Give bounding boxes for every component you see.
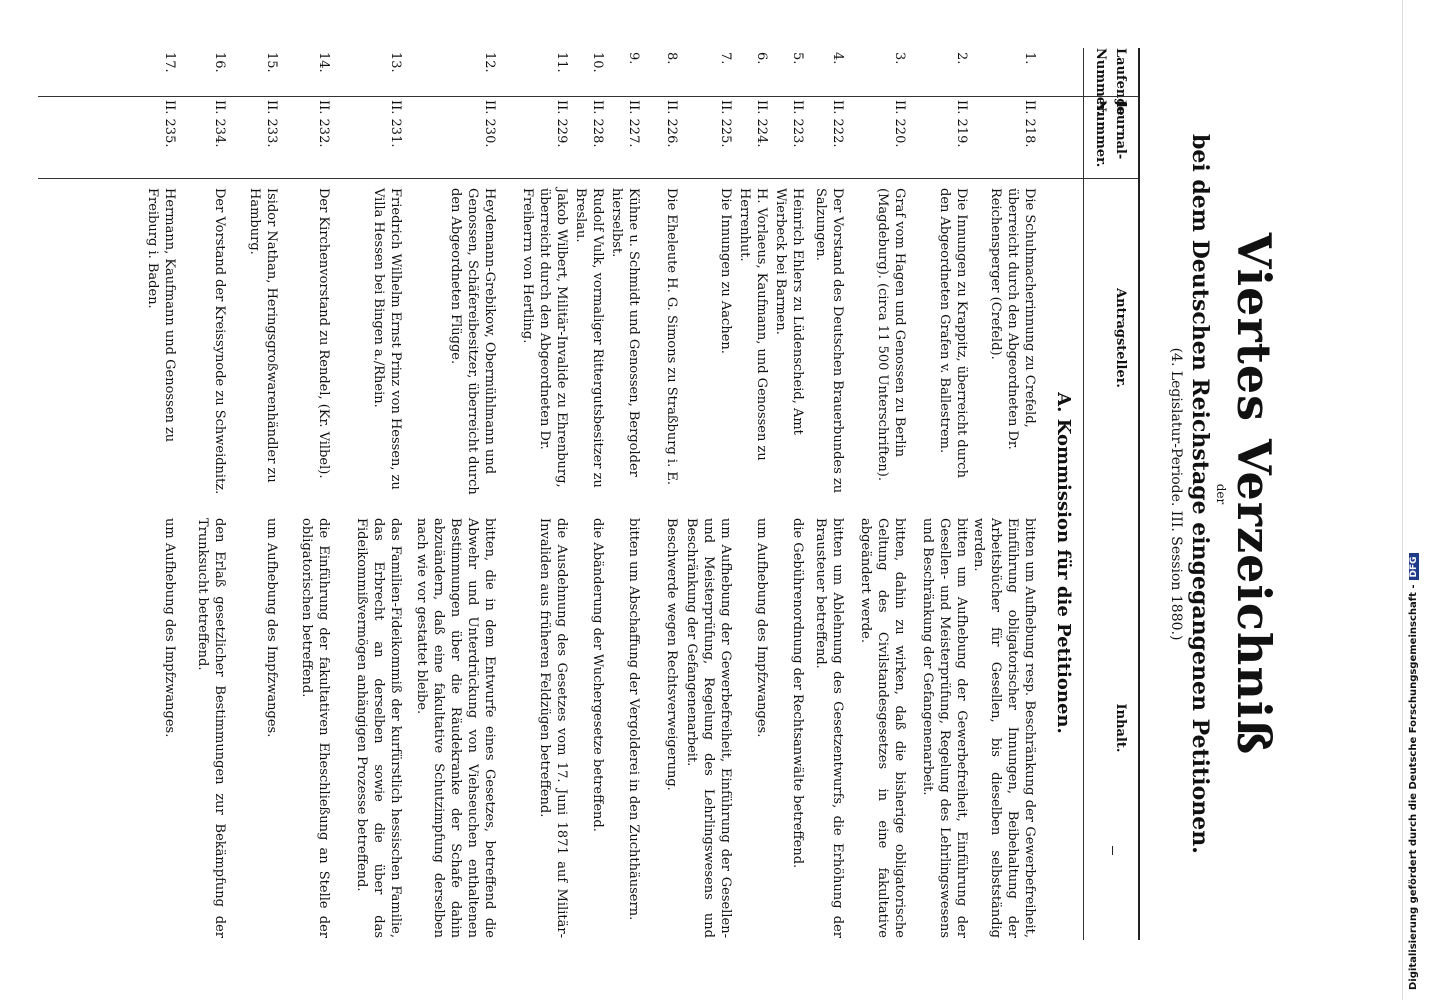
- petitioner: Der Vorstand der Kreissynode zu Schweidnitz.: [212, 188, 227, 495]
- petitioner: Hermann, Kaufmann und Genossen zu Freiburg i. Baden.: [145, 188, 177, 443]
- title-block: [1166, 42, 1280, 946]
- petitioner: Jakob Wilbert, Militär-Invalide zu Ehrenburg, überreicht durch den Abgeordneten Dr. Freiherrn von Hertling.: [520, 188, 569, 488]
- petitioner: Die Schuhmacherinnung zu Crefeld, überreicht durch den Abgeordneten Dr. Reichensperger (Crefeld).: [988, 188, 1037, 450]
- petition-content: bitten, dahin zu wirken, daß die bisherige obligatorische Geltung des Civilstandesgesetzes in eine fakultative abgeändert werde.: [858, 518, 907, 938]
- row-number: 3.: [892, 52, 907, 65]
- journal-number: II. 230.: [482, 100, 497, 148]
- petition-content: bitten, die in dem Entwurfe eines Gesetzes, betreffend die Abwehr und Unterdrückung von Viehseuchen enthaltenen Bestimmungen über die Räudekranke der Schafe dahin abzuändern, daß eine fakultative Schutzimpfung derselben nach wie vor gestattet bleibe.: [414, 518, 497, 938]
- petitioner: Die Innungen zu Krappitz, überreicht durch den Abgeordneten Grafen v. Ballestrem.: [937, 188, 969, 478]
- header-antragsteller: Antragsteller.: [1113, 288, 1128, 388]
- row-number: 1.: [1022, 52, 1037, 65]
- column-divider: [38, 96, 1138, 97]
- title-der: der: [1214, 483, 1228, 505]
- scan-edge: [1402, 0, 1403, 1000]
- petitioner: Friedrich Wilhelm Ernst Prinz von Hessen, zu Villa Hessen bei Bingen a./Rhein.: [371, 188, 403, 490]
- row-number: 14.: [316, 52, 331, 73]
- petition-content: bitten um Abschaffung der Vergolderei in den Zuchthäusern.: [626, 518, 641, 921]
- petitioner: Der Kirchenvorstand zu Rendel, (Kr. Vilbel).: [316, 188, 331, 479]
- header-laufende-nummer: Laufende Nummer.: [1093, 48, 1128, 116]
- petitioner: Isidor Nathan, Heringsgroßwarenhändler zu Hamburg.: [247, 188, 279, 483]
- petitioner: Kühne u. Schmidt und Genossen, Bergolder hierselbst.: [609, 188, 641, 477]
- journal-number: II. 225.: [718, 100, 733, 148]
- petition-content: den Erlaß gesetzlicher Bestimmungen zur Bekämpfung der Trunksucht betreffend.: [195, 518, 227, 938]
- row-number: 15.: [264, 52, 279, 73]
- petitioner: Der Vorstand des Deutschen Brauerbundes zu Salzungen.: [813, 188, 845, 494]
- journal-number: II. 227.: [626, 100, 641, 148]
- row-number: 5.: [790, 52, 805, 65]
- document-title: Viertes Verzeichniß: [1227, 232, 1281, 756]
- petition-content: um Aufhebung des Impfzwanges.: [754, 518, 769, 738]
- row-number: 11.: [554, 52, 569, 73]
- row-number: 8.: [664, 52, 679, 65]
- petition-table: [38, 48, 1140, 940]
- petitioner: Die Eheleute H. G. Simons zu Straßburg i. E.: [664, 188, 679, 485]
- journal-number: II. 222.: [830, 100, 845, 148]
- header-journal-nummer: Journal-Nummer.: [1093, 100, 1128, 168]
- petition-content: die Gebührenordnung der Rechtsanwälte betreffend.: [790, 518, 805, 869]
- row-number: 17.: [162, 52, 177, 73]
- journal-number: II. 226.: [664, 100, 679, 148]
- session-info: (4. Legislatur-Periode. III. Session 1880.): [1168, 347, 1184, 641]
- petition-content: das Familien-Fideikommiß der kurfürstlich hessischen Familie, das Erbrecht an derselben sowie die über das Fideikommißvermögen anhängigen Prozesse betreffend.: [354, 518, 403, 938]
- journal-number: II. 220.: [892, 100, 907, 148]
- section-title: A. Kommission für die Petitionen.: [1053, 392, 1074, 734]
- row-number: 2.: [954, 52, 969, 65]
- petitioner: Heinrich Ehlers zu Lüdenscheid, Amt Wierbeck bei Barmen.: [773, 188, 805, 435]
- petition-content: die Abänderung der Wuchergesetze betreffend.: [590, 518, 605, 832]
- petitioner: Graf vom Hagen und Genossen zu Berlin (Magdeburg). (circa 11 500 Unterschriften).: [875, 188, 907, 482]
- journal-number: II. 233.: [264, 100, 279, 148]
- rotated-document-page: [32, 42, 1288, 946]
- petition-content: um Aufhebung des Impfzwanges.: [162, 518, 177, 738]
- petition-content: um Aufhebung des Impfzwanges.: [264, 518, 279, 738]
- row-number: 9.: [626, 52, 641, 65]
- petition-content: Beschwerde wegen Rechtsverweigerung.: [664, 518, 679, 791]
- petition-content: die Einführung der fakultativen Eheschließung an Stelle der obligatorischen betreffend.: [299, 518, 331, 938]
- row-number: 4.: [830, 52, 845, 65]
- header-divider: [1083, 48, 1084, 940]
- funding-note-text: Digitalisierung gefördert durch die Deutsche Forschungsgemeinschaft -: [1408, 584, 1419, 990]
- document-subtitle: bei dem Deutschen Reichstage eingegangenen Petitionen.: [1187, 134, 1213, 854]
- petition-content: bitten um Aufhebung der Gewerbefreiheit, Einführung der Gesellen- und Meisterprüfung, Regelung des Lehrlingswesens und Beschränkung der Gefangenenarbeit.: [920, 518, 969, 938]
- journal-number: II. 228.: [590, 100, 605, 148]
- journal-number: II. 219.: [954, 100, 969, 148]
- row-number: 12.: [482, 52, 497, 73]
- petition-content: um Aufhebung der Gewerbefreiheit, Einführung der Gesellen- und Meisterprüfung, Regelung des Lehrlingswesens und Beschränkung der Gefangenenarbeit.: [684, 518, 733, 938]
- journal-number: II. 231.: [388, 100, 403, 148]
- journal-number: II. 229.: [554, 100, 569, 148]
- journal-number: II. 232.: [316, 100, 331, 148]
- petitioner: Heydemann-Grebikow, Obermühlmann und Genossen, Schäfereibesitzer, überreicht durch den Abgeordneten Flügge.: [448, 188, 497, 495]
- petition-content: die Ausdehnung des Gesetzes vom 17. Juni 1871 auf Militär-Invaliden aus früheren Feldzügen betreffend.: [537, 518, 569, 938]
- header-inhalt: Inhalt.: [1113, 703, 1128, 753]
- petition-content: bitten um Aufhebung resp. Beschränkung der Gewerbefreiheit, Einführung obligatorischer Innungen, Beibehaltung der Arbeitsbücher für Gesellen, bis dieselben selbstständig werden.: [971, 518, 1037, 938]
- row-number: 13.: [388, 52, 403, 73]
- column-divider: [38, 178, 1138, 179]
- journal-number: II. 224.: [754, 100, 769, 148]
- row-number: 6.: [754, 52, 769, 65]
- journal-number: II. 234.: [212, 100, 227, 148]
- journal-number: II. 223.: [790, 100, 805, 148]
- stray-mark: [1112, 846, 1113, 855]
- funding-note: [1408, 553, 1419, 990]
- petitioner: Rudolf Vulk, vormaliger Rittergutsbesitzer zu Breslau.: [573, 188, 605, 488]
- journal-number: II. 235.: [162, 100, 177, 148]
- petitioner: H. Vorlaeus, Kaufmann, und Genossen zu Herrenhut.: [737, 188, 769, 461]
- row-number: 16.: [212, 52, 227, 73]
- journal-number: II. 218.: [1022, 100, 1037, 148]
- petition-content: bitten um Ablehnung des Gesetzentwurfs, die Erhöhung der Brausteuer betreffend.: [813, 518, 845, 938]
- row-number: 7.: [718, 52, 733, 65]
- petitioner: Die Innungen zu Aachen.: [718, 188, 733, 354]
- dfg-logo: DFG: [1409, 553, 1419, 580]
- row-number: 10.: [590, 52, 605, 73]
